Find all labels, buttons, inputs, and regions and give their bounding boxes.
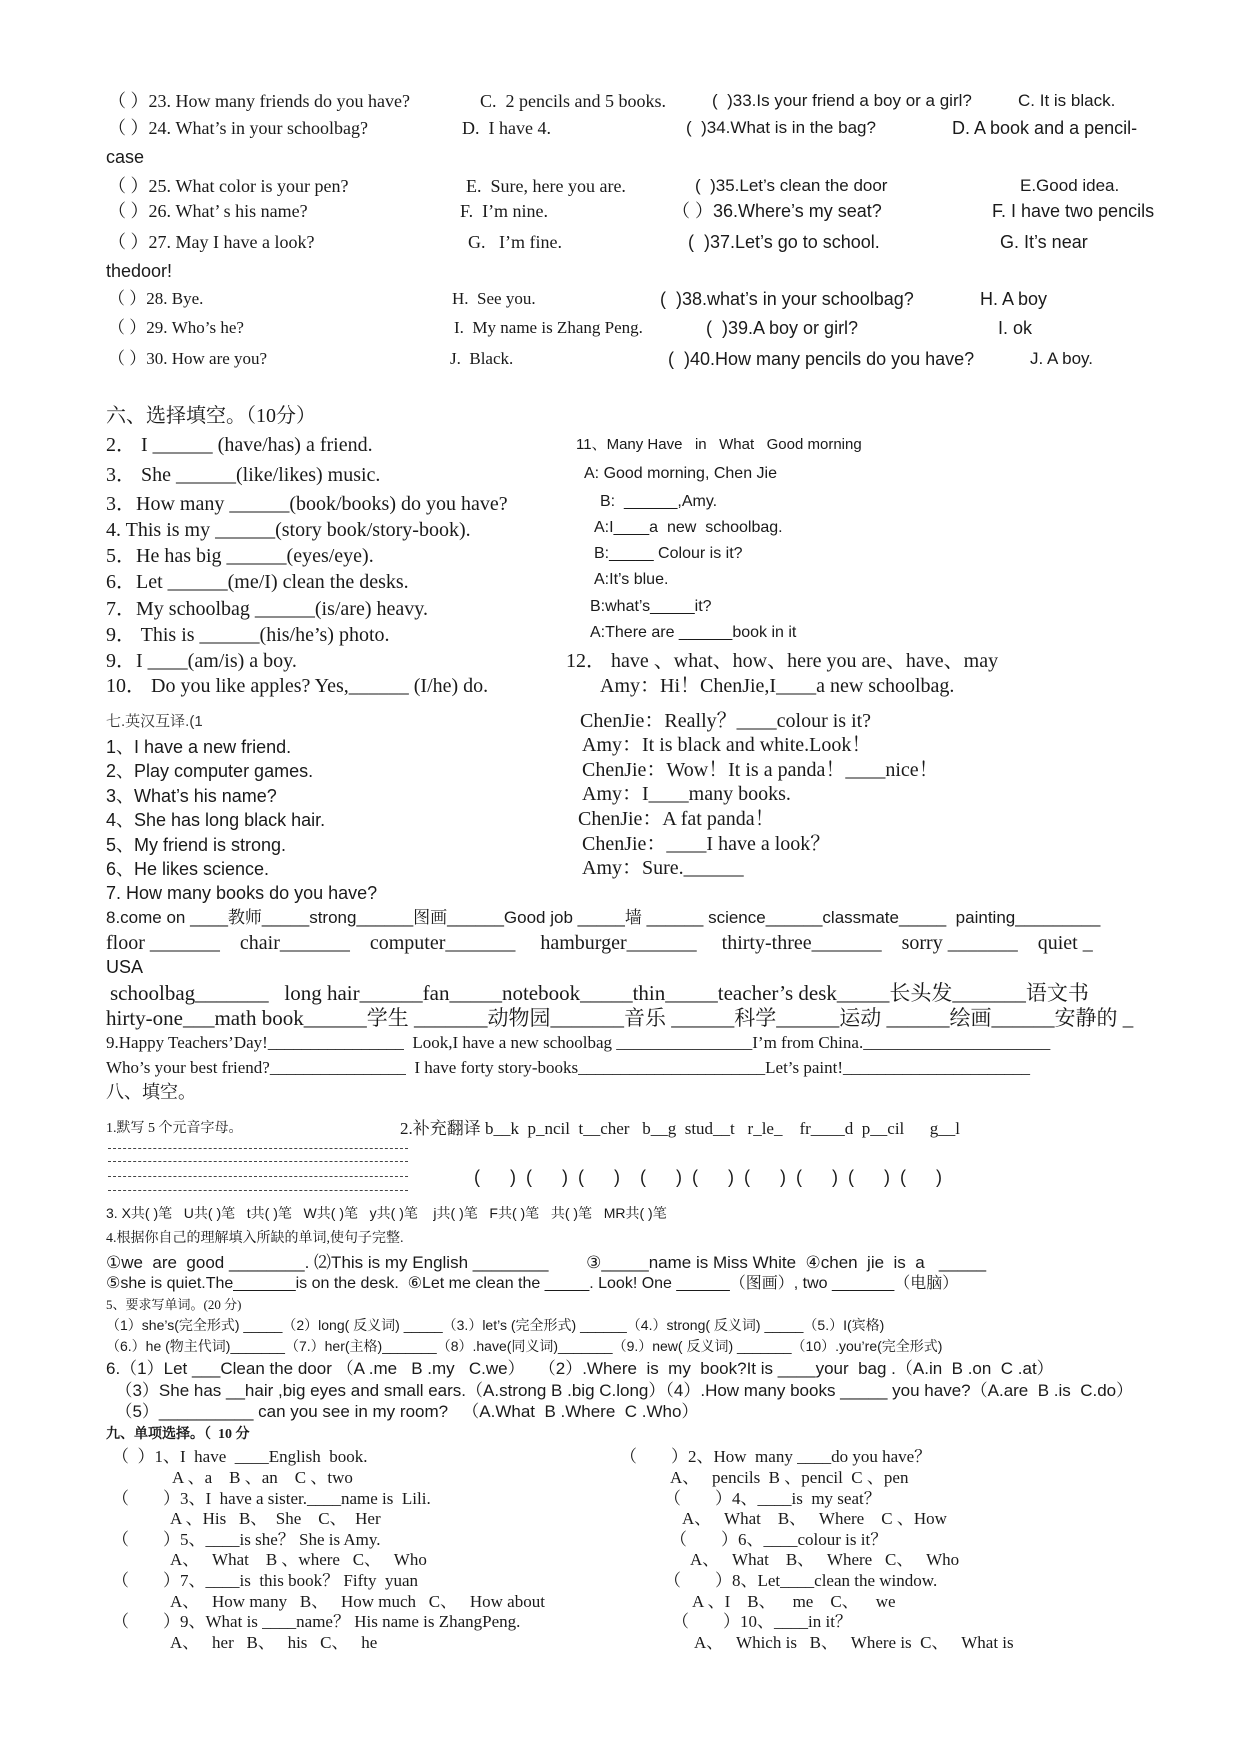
s6-q12-line: ChenJie：____I have a look？ <box>582 833 831 855</box>
match-r-a-h: H. A boy <box>980 289 1048 309</box>
match-r-a-i: I. ok <box>998 318 1033 338</box>
s6-q11-line: B:what’s_____it? <box>590 598 712 615</box>
s7-line9b: Who’s your best friend?________________ I have forty story-books______________________Let’s paint!______________________ <box>106 1058 1031 1077</box>
s8-q2: 2.补充翻译 b__k p_ncil t__cher b__g stud__t r_le_ fr____d p__cil g__l <box>400 1119 960 1138</box>
s8-q4-line2: ⑤she is quiet.The_______is on the desk. ⑥Let me clean the _____. Look! One ______（图画）, two _______（电脑） <box>106 1275 959 1292</box>
s9-q4: （ ）4、____is my seat？ <box>664 1489 881 1508</box>
s8-q4-line1: ①we are good ________. ⑵This is my English ________ ③_____name is Miss White ④chen jie is a _____ <box>106 1253 987 1272</box>
s7-line9a: 9.Happy Teachers’Day!________________ Look,I have a new schoolbag ________________I’m from China.______________________ <box>106 1033 1051 1052</box>
s6-q12-line: Amy：It is black and white.Look！ <box>582 734 872 756</box>
answer-dashed-line <box>108 1190 408 1191</box>
s6-q11-line: A:There are ______book in it <box>590 624 797 641</box>
s7-item: 1、I have a new friend. <box>106 737 292 757</box>
answer-dashed-line <box>108 1148 408 1149</box>
match-a-d: D. I have 4. <box>462 118 551 138</box>
s9-q3-options: A 、His B、 She C、 Her <box>170 1509 381 1528</box>
s9-q9-options: A、 her B、 his C、 he <box>170 1633 378 1652</box>
match-q39: ( )39.A boy or girl? <box>706 318 859 338</box>
s7-line8d: schoolbag_______ long hair______fan_____notebook_____thin_____teacher’s desk_____长头发_______语文书 <box>110 981 1089 1005</box>
s9-q8: （ ）8、Let____clean the window. <box>664 1571 938 1590</box>
s9-q2: （ ）2、How many ____do you have？ <box>620 1447 932 1466</box>
match-q29: （ ）29. Who’s he? <box>108 318 244 337</box>
s6-q12-line: ChenJie：A fat panda！ <box>578 808 775 830</box>
s6-q12-line: Amy：Sure.______ <box>582 857 744 879</box>
match-q40: ( )40.How many pencils do you have? <box>668 349 975 369</box>
match-q36: （ ）36.Where’s my seat? <box>672 201 882 221</box>
s8-q5-line2: （6.）he (物主代词)_______（7.）her(主格)_______（8）.have(同义词)_______（9.）new( 反义词) _______（10）.you’re(完全形式) <box>106 1338 943 1354</box>
s6-item: 3．How many ______(book/books) do you have? <box>106 493 508 515</box>
match-q38: ( )38.what’s in your schoolbag? <box>660 289 914 309</box>
s8-q1: 1.默写 5 个元音字母。 <box>106 1121 243 1136</box>
section-6-title: 六、选择填空。（10分） <box>106 405 316 427</box>
s7-item: 7. How many books do you have? <box>106 883 378 903</box>
match-a-g: G. I’m fine. <box>468 232 562 252</box>
s8-q6-line1: 6.（1）Let ___Clean the door （A .me B .my C.we） （2）.Where is my book?It is ____your bag .（A.in B .on C .at） <box>106 1359 1054 1378</box>
match-r-a-d: D. A book and a pencil- <box>952 118 1138 138</box>
s6-q11-line: A:It’s blue. <box>594 571 669 588</box>
s6-q11-title: 11、Many Have in What Good morning <box>576 436 862 453</box>
match-q30: （ ）30. How are you? <box>108 349 268 368</box>
s6-q11-line: B:_____ Colour is it? <box>594 545 743 562</box>
s6-item: 2． I ______ (have/has) a friend. <box>106 434 373 456</box>
match-a-f: F. I’m nine. <box>460 201 549 221</box>
s8-q5-title: 5、要求写单词。(20 分) <box>106 1297 242 1312</box>
s6-q11-line: A:I____a new schoolbag. <box>594 519 783 536</box>
s6-item: 9． This is ______(his/he’s) photo. <box>106 624 390 646</box>
s6-q11-line: A: Good morning, Chen Jie <box>584 465 777 482</box>
match-q37: ( )37.Let’s go to school. <box>688 232 880 252</box>
s9-q6-options: A、 What B、 Where C、 Who <box>690 1550 960 1569</box>
s9-q3: （ ）3、I have a sister.____name is Lili. <box>112 1489 431 1508</box>
s6-item: 7．My schoolbag ______(is/are) heavy. <box>106 598 428 620</box>
match-r-a-c: C. It is black. <box>1018 91 1116 110</box>
s7-item: 5、My friend is strong. <box>106 835 287 855</box>
s9-q10: （ ）10、____in it？ <box>672 1612 852 1631</box>
match-q23: （ ）23. How many friends do you have? <box>108 91 410 111</box>
s9-q5-options: A、 What B 、where C、 Who <box>170 1550 427 1569</box>
wrap-case: case <box>106 147 145 167</box>
match-a-e: E. Sure, here you are. <box>466 176 626 196</box>
s9-q1-options: A 、a B 、an C 、two <box>172 1468 353 1487</box>
s6-q12-line: ChenJie：Really？____colour is it? <box>580 710 872 732</box>
s9-q1: （ ）1、I have ____English book. <box>112 1447 368 1466</box>
s6-item: 9．I ____(am/is) a boy. <box>106 650 297 672</box>
match-q33: ( )33.Is your friend a boy or a girl? <box>712 91 972 110</box>
match-q28: （ ）28. Bye. <box>108 289 204 308</box>
s6-item: 6．Let ______(me/I) clean the desks. <box>106 571 409 593</box>
match-a-i: I. My name is Zhang Peng. <box>454 318 643 337</box>
s9-q4-options: A、 What B、 Where C 、How <box>682 1509 947 1528</box>
s6-item: 10． Do you like apples? Yes,______ (I/he) do. <box>106 675 489 697</box>
s8-q6-line3: （5）__________ can you see in my room? （A.What B .Where C .Who） <box>106 1402 699 1421</box>
s8-q6-line2: （3）She has __hair ,big eyes and small ears.（A.strong B .big C.long）（4）.How many books _____ you have?（A.are B .is C.do） <box>106 1381 1134 1400</box>
s9-q6: （ ）6、____colour is it？ <box>670 1530 888 1549</box>
match-r-a-j: J. A boy. <box>1030 349 1094 368</box>
match-a-j: J. Black. <box>450 349 514 368</box>
s7-item: 6、He likes science. <box>106 859 270 879</box>
match-r-a-g: G. It’s near <box>1000 232 1088 252</box>
s8-q4-title: 4.根据你自己的理解填入所缺的单词,使句子完整. <box>106 1231 404 1246</box>
match-q34: ( )34.What is in the bag? <box>686 118 876 137</box>
s8-q3: 3. X共( )笔 U共( )笔 t共( )笔 W共( )笔 y共( )笔 j共( )笔 F共( )笔 共( )笔 MR共( )笔 <box>106 1205 667 1221</box>
s6-q12-line: ChenJie：Wow！It is a panda！____nice！ <box>582 759 939 781</box>
s9-q7-options: A、 How many B、 How much C、 How about <box>170 1592 545 1611</box>
s7-item: 2、Play computer games. <box>106 761 314 781</box>
answer-dashed-line <box>108 1161 408 1162</box>
answer-dashed-line <box>108 1176 408 1177</box>
s7-line8c: USA <box>106 957 144 977</box>
s6-item: 3． She ______(like/likes) music. <box>106 464 381 486</box>
match-a-c: C. 2 pencils and 5 books. <box>480 91 666 111</box>
s6-q12-line: Amy：Hi！ChenJie,I____a new schoolbag. <box>600 675 955 697</box>
match-q24: （ ）24. What’s in your schoolbag? <box>108 118 368 138</box>
match-r-a-f: F. I have two pencils <box>992 201 1155 221</box>
s9-q8-options: A 、I B、 me C、 we <box>692 1592 896 1611</box>
s6-q11-line: B: ______,Amy. <box>600 493 718 510</box>
match-r-a-e: E.Good idea. <box>1020 176 1120 195</box>
match-q35: ( )35.Let’s clean the door <box>695 176 888 195</box>
section-7-title: 七.英汉互译.(1 <box>106 713 203 730</box>
match-q27: （ ）27. May I have a look? <box>108 232 315 252</box>
s9-q10-options: A、 Which is B、 Where is C、 What is <box>694 1633 1014 1652</box>
s7-line8e: hirty-one___math book______学生 _______动物园_______音乐 ______科学______运动 ______绘画______安静的 _ <box>106 1006 1134 1030</box>
section-9-title: 九、单项选择。（ 10 分 <box>106 1427 250 1442</box>
s6-item: 5．He has big ______(eyes/eye). <box>106 545 374 567</box>
s6-q12-title: 12． have 、what、how、here you are、have、may <box>566 650 999 672</box>
s7-item: 4、She has long black hair. <box>106 810 326 830</box>
s7-item: 3、What’s his name? <box>106 786 277 806</box>
s9-q9: （ ）9、What is ____name？ His name is ZhangPeng. <box>112 1612 521 1631</box>
s8-answer-parens: ( ) ( ) ( ) ( ) ( ) ( ) ( ) ( ) ( ) <box>474 1167 942 1187</box>
s9-q5: （ ）5、____is she？ She is Amy. <box>112 1530 381 1549</box>
s9-q7: （ ）7、____is this book？ Fifty yuan <box>112 1571 419 1590</box>
s7-line8b: floor _______ chair_______ computer_______ hamburger_______ thirty-three_______ sorry _______ quiet _ <box>106 932 1093 954</box>
s9-q2-options: A、 pencils B 、pencil C 、pen <box>670 1468 909 1487</box>
s8-q5-line1: （1）she’s(完全形式) _____（2）long( 反义词) _____（3.）let’s (完全形式) ______（4.）strong( 反义词) _____（5.）I(宾格) <box>106 1317 885 1333</box>
section-8-title: 八、填空。 <box>106 1082 196 1102</box>
s6-item: 4. This is my ______(story book/story-book). <box>106 519 471 541</box>
match-a-h: H. See you. <box>452 289 536 308</box>
s7-line8: 8.come on ____教师_____strong______图画______Good job _____墙 ______ science______classmate_____ painting_________ <box>106 908 1101 927</box>
s6-q12-line: Amy：I____many books. <box>582 783 791 805</box>
match-q25: （ ）25. What color is your pen? <box>108 176 349 196</box>
wrap-thedoor: thedoor! <box>106 261 173 281</box>
match-q26: （ ）26. What’ s his name? <box>108 201 308 221</box>
